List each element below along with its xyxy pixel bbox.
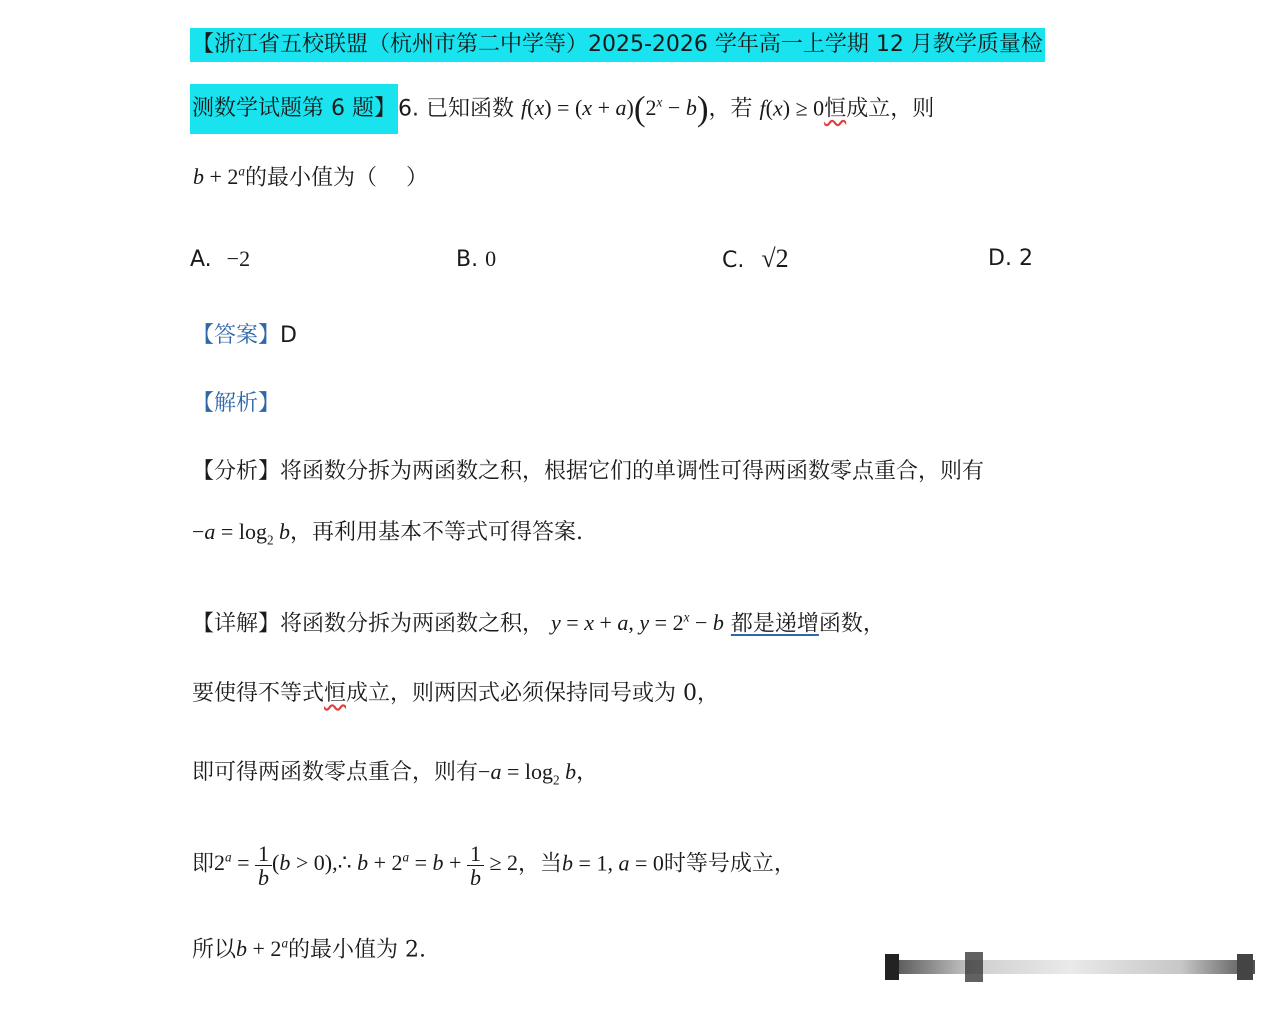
line3-formula: $-a = \log_2 b$ bbox=[478, 759, 577, 788]
fenxi-line-1 bbox=[192, 454, 984, 490]
question-line-3 bbox=[193, 150, 428, 194]
xiangjie-text-1: 将函数分拆为两函数之积， bbox=[280, 611, 545, 637]
question-text-4: 成立，则 bbox=[846, 96, 935, 122]
answer-line bbox=[192, 318, 297, 354]
fenxi-text: 将函数分拆为两函数之积，根据它们的单调性可得两函数零点重合，则有 bbox=[280, 459, 985, 484]
option-b[interactable] bbox=[456, 240, 496, 279]
option-c-value: √2 bbox=[761, 244, 789, 273]
line5-a: 所以 bbox=[192, 937, 237, 963]
line4-c: 时等号成立， bbox=[663, 851, 796, 877]
function-formula: $f(x) = (x + a)(2^x - b)$ bbox=[521, 89, 709, 129]
question-text-3: 恒 bbox=[824, 96, 847, 122]
line5-b: 的最小值为 2. bbox=[288, 937, 427, 963]
option-d-value: 2 bbox=[1018, 246, 1033, 271]
line4-formula: 2$^a$ = $\frac{1}{b}$ (b > 0),∴ $b + 2^a = b$ + $\frac{1}{b}$ ≥ 2 bbox=[214, 840, 519, 890]
source-line-1: 【浙江省五校联盟（杭州市第二中学等）2025-2026 学年高一上学期 12 月教学质量检 bbox=[190, 28, 1045, 62]
question-text-1: 已知函数 bbox=[425, 96, 514, 122]
xiangjie-formula: y = x + a, $y = 2^x - b$ bbox=[551, 610, 724, 636]
line4-a: 即 bbox=[192, 851, 215, 877]
option-a-value: −2 bbox=[226, 246, 251, 271]
question-number: 6. bbox=[397, 96, 419, 122]
fenxi-text-2: ，再利用基本不等式可得答案. bbox=[290, 520, 584, 545]
xiangjie-text-2: 都是递增 bbox=[730, 611, 819, 637]
xiangjie-line-4 bbox=[192, 826, 796, 896]
question-line bbox=[190, 78, 934, 128]
question-text-5: 的最小值为（ ） bbox=[245, 165, 429, 191]
line2-c: 成立，则两因式必须保持同号或为 0， bbox=[346, 681, 720, 706]
line4-b: ，当 bbox=[518, 851, 563, 877]
line3-text: 即可得两函数零点重合，则有 bbox=[192, 760, 479, 785]
inequality-formula: f(x) ≥ 0 bbox=[759, 95, 825, 121]
source-line-2: 测数学试题第 6 题】 bbox=[190, 84, 398, 134]
xiangjie-line-1 bbox=[192, 598, 885, 644]
analysis-tag: 【解析】 bbox=[192, 391, 281, 416]
target-expression: $b + 2^a$ bbox=[193, 164, 246, 190]
watermark bbox=[885, 950, 1255, 984]
option-b-value: 0 bbox=[485, 246, 497, 271]
line2-a: 要使得不等式 bbox=[192, 681, 325, 706]
xiangjie-line-3: 即可得两函数零点重合，则有$-a = \log_2 b$， bbox=[192, 759, 599, 788]
option-c[interactable] bbox=[722, 240, 789, 280]
option-c-label: C. bbox=[722, 248, 745, 273]
xiangjie-line-2 bbox=[192, 676, 719, 712]
answer-tag: 【答案】 bbox=[192, 323, 281, 348]
fenxi-line-2 bbox=[192, 512, 583, 560]
option-b-label: B. bbox=[456, 247, 479, 272]
option-a-label: A. bbox=[190, 247, 212, 272]
option-d-label: D. bbox=[988, 246, 1012, 271]
line2-b: 恒 bbox=[324, 681, 347, 706]
option-a[interactable] bbox=[190, 240, 250, 279]
option-d[interactable] bbox=[988, 240, 1033, 278]
fenxi-formula: $-a = \log_2 b$ bbox=[192, 519, 291, 548]
xiangjie-text-3: 函数， bbox=[818, 611, 885, 637]
question-text-2: ，若 bbox=[708, 96, 753, 122]
line5-formula: $b + 2^a$ bbox=[236, 936, 289, 962]
line4-condition: b = 1, a = 0 bbox=[562, 850, 664, 876]
xiangjie-line-5 bbox=[192, 924, 426, 970]
xiangjie-tag: 【详解】 bbox=[192, 611, 281, 637]
fenxi-tag: 【分析】 bbox=[192, 459, 281, 484]
answer-value: D bbox=[280, 323, 297, 348]
